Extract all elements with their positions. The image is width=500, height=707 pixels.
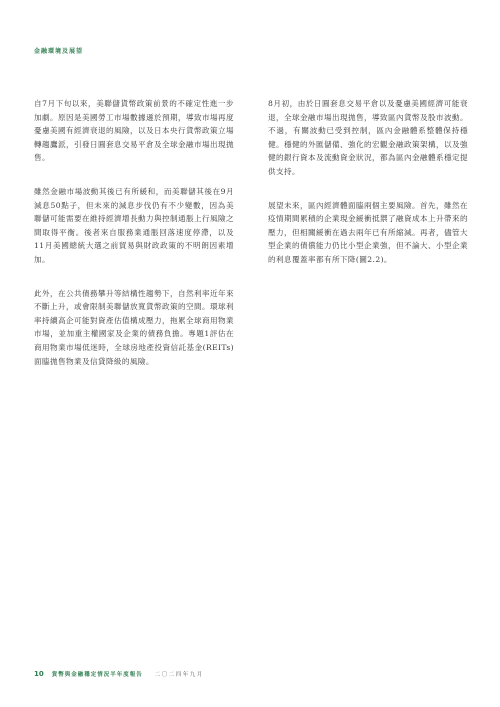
left-column xyxy=(34,97,234,388)
left-paragraph-3: 此外，在公共債務攀升等結構性趨勢下，自然利率近年來不斷上升，或會限制美聯儲放寬貨幣政策的空間。環球利率持續高企可能對資產估值構成壓力，拖累全球商用物業市場，並加重主權國家及企業的債務負擔。專題1評估在商用物業市場低迷時，全球房地產投資信託基金(REITs)面臨拋售物業及信貸降級的風險。 xyxy=(34,288,234,366)
report-title: 貨幣與金融穩定情況半年度報告 xyxy=(51,672,143,678)
right-paragraph-1: 8月初，由於日圓套息交易平倉以及憂慮美國經濟可能衰退，全球金融市場出現拋售，導致區內貨幣及股市波動。不過，有關波動已受到控制，區內金融體系整體保持穩健。穩健的外匯儲備、強化的宏觀金融政策架構，以及強健的銀行資本及流動資金狀況，都為區內金融體系穩定提供支持。 xyxy=(268,99,468,176)
section-header: 金融環境及展望 xyxy=(34,48,84,55)
page-footer xyxy=(34,670,204,678)
page-number: 10 xyxy=(34,670,44,678)
right-paragraph-2: 展望未來，區內經濟體面臨兩個主要風險。首先，雖然在疫情期間累積的企業現金緩衝抵禦了融資成本上升帶來的壓力，但相關緩衝在過去兩年已有所縮減。再者，儘管大型企業的債償能力仍比小型企業強，但不論大、小型企業的利息覆蓋率都有所下降(圖2.2)。 xyxy=(268,200,468,264)
left-paragraph-2: 雖然金融市場波動其後已有所緩和，而美聯儲其後在9月減息50點子，但未來的減息步伐仍有不少變數，因為美聯儲可能需要在維持經濟增長動力與控制通脹上行風險之間取得平衡。後者來自服務業通脹回落速度停滯，以及11月美國總統大選之前貿易與財政政策的不明朗因素增加。 xyxy=(34,186,234,264)
report-date: 二〇二四年九月 xyxy=(154,672,204,678)
left-paragraph-1: 自7月下旬以來，美聯儲貨幣政策前景的不確定性進一步加劇。原因是美國勞工市場數據遜於預期，導致市場再度憂慮美國有經濟衰退的風險，以及日本央行貨幣政策立場轉趨鷹派，引發日圓套息交易平倉及全球金融市場出現拋售。 xyxy=(34,99,234,163)
right-column xyxy=(268,97,468,287)
